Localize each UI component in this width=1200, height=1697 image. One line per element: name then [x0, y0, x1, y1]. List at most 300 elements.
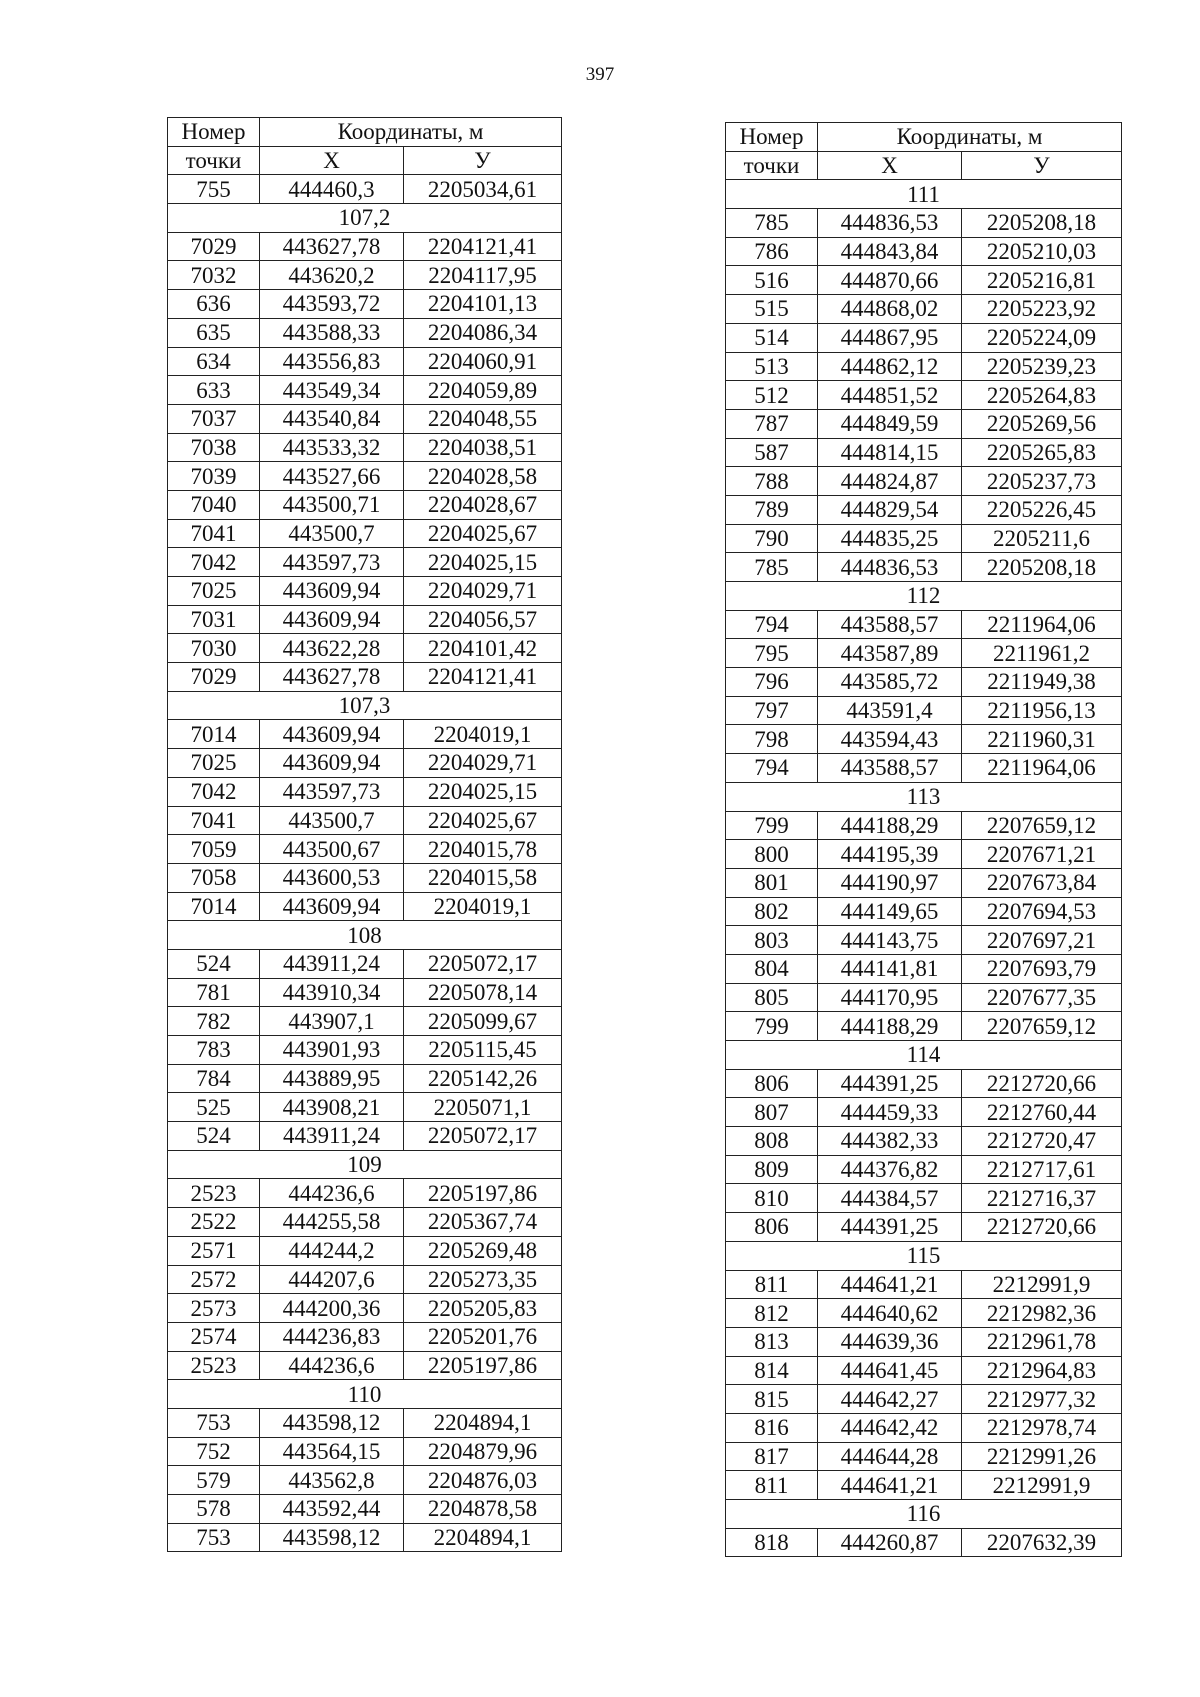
table-row — [168, 634, 562, 663]
x-coordinate-cell: 443585,72 — [818, 668, 962, 697]
y-coordinate-cell: 2212991,26 — [962, 1442, 1122, 1471]
section-title: 111 — [726, 180, 1122, 209]
x-coordinate-cell: 443622,28 — [260, 634, 404, 663]
table-row — [168, 1437, 562, 1466]
table-row — [168, 1523, 562, 1552]
y-coordinate-cell: 2205226,45 — [962, 495, 1122, 524]
table-row — [726, 1213, 1122, 1242]
table-row — [726, 897, 1122, 926]
table-row — [726, 1471, 1122, 1500]
table-row — [168, 605, 562, 634]
x-coordinate-cell: 444236,6 — [260, 1351, 404, 1380]
point-number-cell: 2571 — [168, 1236, 260, 1265]
y-coordinate-cell: 2207659,12 — [962, 811, 1122, 840]
x-coordinate-cell: 443907,1 — [260, 1007, 404, 1036]
table-row — [168, 232, 562, 261]
y-coordinate-cell: 2212991,9 — [962, 1270, 1122, 1299]
point-number-cell: 2574 — [168, 1322, 260, 1351]
header-y: У — [962, 151, 1122, 180]
point-number-cell: 7031 — [168, 605, 260, 634]
x-coordinate-cell: 443540,84 — [260, 404, 404, 433]
table-row — [168, 1351, 562, 1380]
table-row — [726, 954, 1122, 983]
point-number-cell: 799 — [726, 811, 818, 840]
table-row — [168, 548, 562, 577]
x-coordinate-cell: 444641,21 — [818, 1471, 962, 1500]
point-number-cell: 633 — [168, 376, 260, 405]
x-coordinate-cell: 444200,36 — [260, 1294, 404, 1323]
point-number-cell: 7029 — [168, 232, 260, 261]
x-coordinate-cell: 443609,94 — [260, 892, 404, 921]
point-number-cell: 805 — [726, 983, 818, 1012]
section-header-row — [168, 921, 562, 950]
x-coordinate-cell: 444460,3 — [260, 175, 404, 204]
y-coordinate-cell: 2205115,45 — [404, 1036, 562, 1065]
x-coordinate-cell: 444188,29 — [818, 1012, 962, 1041]
y-coordinate-cell: 2204038,51 — [404, 433, 562, 462]
y-coordinate-cell: 2205367,74 — [404, 1208, 562, 1237]
point-number-cell: 787 — [726, 409, 818, 438]
y-coordinate-cell: 2212720,47 — [962, 1127, 1122, 1156]
header-point-number: Номер — [168, 118, 260, 147]
table-row — [726, 754, 1122, 783]
y-coordinate-cell: 2204048,55 — [404, 404, 562, 433]
table-row — [168, 806, 562, 835]
y-coordinate-cell: 2207673,84 — [962, 868, 1122, 897]
point-number-cell: 809 — [726, 1155, 818, 1184]
table-row — [168, 663, 562, 692]
y-coordinate-cell: 2204121,41 — [404, 663, 562, 692]
y-coordinate-cell: 2205205,83 — [404, 1294, 562, 1323]
y-coordinate-cell: 2205197,86 — [404, 1179, 562, 1208]
table-row — [726, 1069, 1122, 1098]
x-coordinate-cell: 443588,33 — [260, 318, 404, 347]
y-coordinate-cell: 2205208,18 — [962, 553, 1122, 582]
point-number-cell: 636 — [168, 290, 260, 319]
section-title: 109 — [168, 1150, 562, 1179]
y-coordinate-cell: 2205197,86 — [404, 1351, 562, 1380]
y-coordinate-cell: 2204086,34 — [404, 318, 562, 347]
table-row — [726, 696, 1122, 725]
table-row — [168, 490, 562, 519]
header-point: точки — [168, 146, 260, 175]
x-coordinate-cell: 444640,62 — [818, 1299, 962, 1328]
y-coordinate-cell: 2204117,95 — [404, 261, 562, 290]
x-coordinate-cell: 444642,42 — [818, 1413, 962, 1442]
point-number-cell: 7040 — [168, 490, 260, 519]
table-row — [168, 1408, 562, 1437]
table-row — [168, 404, 562, 433]
point-number-cell: 785 — [726, 209, 818, 238]
x-coordinate-cell: 444236,6 — [260, 1179, 404, 1208]
point-number-cell: 797 — [726, 696, 818, 725]
point-number-cell: 525 — [168, 1093, 260, 1122]
y-coordinate-cell: 2204019,1 — [404, 892, 562, 921]
y-coordinate-cell: 2205208,18 — [962, 209, 1122, 238]
point-number-cell: 813 — [726, 1327, 818, 1356]
x-coordinate-cell: 443911,24 — [260, 949, 404, 978]
section-header-row — [726, 1241, 1122, 1270]
point-number-cell: 7041 — [168, 806, 260, 835]
page-number: 397 — [585, 64, 615, 85]
table-row — [726, 1327, 1122, 1356]
table-row — [168, 462, 562, 491]
table-row — [726, 668, 1122, 697]
x-coordinate-cell: 443500,71 — [260, 490, 404, 519]
x-coordinate-cell: 443597,73 — [260, 777, 404, 806]
point-number-cell: 814 — [726, 1356, 818, 1385]
header-coordinates: Координаты, м — [260, 118, 562, 147]
section-title: 108 — [168, 921, 562, 950]
point-number-cell: 7030 — [168, 634, 260, 663]
coordinates-table-right — [725, 122, 1122, 1557]
x-coordinate-cell: 444829,54 — [818, 495, 962, 524]
x-coordinate-cell: 443592,44 — [260, 1495, 404, 1524]
y-coordinate-cell: 2204059,89 — [404, 376, 562, 405]
x-coordinate-cell: 443910,34 — [260, 978, 404, 1007]
y-coordinate-cell: 2204028,58 — [404, 462, 562, 491]
y-coordinate-cell: 2204025,15 — [404, 777, 562, 806]
table-row — [726, 1442, 1122, 1471]
y-coordinate-cell: 2205142,26 — [404, 1064, 562, 1093]
table-row — [168, 835, 562, 864]
x-coordinate-cell: 443564,15 — [260, 1437, 404, 1466]
point-number-cell: 7041 — [168, 519, 260, 548]
table-row — [726, 295, 1122, 324]
point-number-cell: 817 — [726, 1442, 818, 1471]
x-coordinate-cell: 444870,66 — [818, 266, 962, 295]
x-coordinate-cell: 443588,57 — [818, 610, 962, 639]
table-row — [726, 495, 1122, 524]
x-coordinate-cell: 444835,25 — [818, 524, 962, 553]
table-row — [726, 553, 1122, 582]
section-title: 115 — [726, 1241, 1122, 1270]
table-row — [726, 983, 1122, 1012]
table-row — [168, 290, 562, 319]
point-number-cell: 818 — [726, 1528, 818, 1557]
x-coordinate-cell: 444141,81 — [818, 954, 962, 983]
table-row — [726, 840, 1122, 869]
y-coordinate-cell: 2204025,67 — [404, 519, 562, 548]
y-coordinate-cell: 2212977,32 — [962, 1385, 1122, 1414]
table-row — [726, 1127, 1122, 1156]
table-row — [726, 1356, 1122, 1385]
point-number-cell: 790 — [726, 524, 818, 553]
point-number-cell: 7014 — [168, 720, 260, 749]
table-row — [726, 1385, 1122, 1414]
x-coordinate-cell: 443587,89 — [818, 639, 962, 668]
y-coordinate-cell: 2212717,61 — [962, 1155, 1122, 1184]
table-row — [168, 749, 562, 778]
point-number-cell: 7039 — [168, 462, 260, 491]
y-coordinate-cell: 2205216,81 — [962, 266, 1122, 295]
y-coordinate-cell: 2204015,58 — [404, 863, 562, 892]
point-number-cell: 2522 — [168, 1208, 260, 1237]
table-row — [168, 347, 562, 376]
table-row — [726, 381, 1122, 410]
point-number-cell: 514 — [726, 323, 818, 352]
section-header-row — [726, 782, 1122, 811]
section-header-row — [168, 204, 562, 233]
section-title: 116 — [726, 1500, 1122, 1529]
point-number-cell: 811 — [726, 1471, 818, 1500]
point-number-cell: 788 — [726, 467, 818, 496]
x-coordinate-cell: 443562,8 — [260, 1466, 404, 1495]
point-number-cell: 781 — [168, 978, 260, 1007]
table-row — [726, 266, 1122, 295]
point-number-cell: 811 — [726, 1270, 818, 1299]
point-number-cell: 579 — [168, 1466, 260, 1495]
table-row — [726, 1528, 1122, 1557]
y-coordinate-cell: 2211961,2 — [962, 639, 1122, 668]
section-title: 107,2 — [168, 204, 562, 233]
x-coordinate-cell: 444255,58 — [260, 1208, 404, 1237]
x-coordinate-cell: 444644,28 — [818, 1442, 962, 1471]
x-coordinate-cell: 444382,33 — [818, 1127, 962, 1156]
y-coordinate-cell: 2205273,35 — [404, 1265, 562, 1294]
point-number-cell: 807 — [726, 1098, 818, 1127]
x-coordinate-cell: 444188,29 — [818, 811, 962, 840]
table-row — [726, 524, 1122, 553]
x-coordinate-cell: 443588,57 — [818, 754, 962, 783]
y-coordinate-cell: 2204894,1 — [404, 1523, 562, 1552]
x-coordinate-cell: 443598,12 — [260, 1523, 404, 1552]
y-coordinate-cell: 2205099,67 — [404, 1007, 562, 1036]
point-number-cell: 799 — [726, 1012, 818, 1041]
point-number-cell: 755 — [168, 175, 260, 204]
x-coordinate-cell: 444244,2 — [260, 1236, 404, 1265]
point-number-cell: 7025 — [168, 749, 260, 778]
header-x: Х — [818, 151, 962, 180]
x-coordinate-cell: 443609,94 — [260, 749, 404, 778]
y-coordinate-cell: 2205071,1 — [404, 1093, 562, 1122]
table-row — [726, 1184, 1122, 1213]
table-row — [726, 1012, 1122, 1041]
table-row — [726, 1299, 1122, 1328]
y-coordinate-cell: 2212961,78 — [962, 1327, 1122, 1356]
y-coordinate-cell: 2204056,57 — [404, 605, 562, 634]
table-row — [168, 175, 562, 204]
point-number-cell: 7042 — [168, 777, 260, 806]
table-row — [168, 1064, 562, 1093]
point-number-cell: 635 — [168, 318, 260, 347]
x-coordinate-cell: 443533,32 — [260, 433, 404, 462]
point-number-cell: 7014 — [168, 892, 260, 921]
y-coordinate-cell: 2205078,14 — [404, 978, 562, 1007]
table-row — [168, 376, 562, 405]
x-coordinate-cell: 444207,6 — [260, 1265, 404, 1294]
point-number-cell: 815 — [726, 1385, 818, 1414]
y-coordinate-cell: 2205034,61 — [404, 175, 562, 204]
x-coordinate-cell: 444459,33 — [818, 1098, 962, 1127]
table-row — [168, 949, 562, 978]
x-coordinate-cell: 444170,95 — [818, 983, 962, 1012]
point-number-cell: 795 — [726, 639, 818, 668]
y-coordinate-cell: 2204101,42 — [404, 634, 562, 663]
x-coordinate-cell: 443593,72 — [260, 290, 404, 319]
y-coordinate-cell: 2204025,67 — [404, 806, 562, 835]
section-title: 112 — [726, 582, 1122, 611]
y-coordinate-cell: 2205211,6 — [962, 524, 1122, 553]
y-coordinate-cell: 2205265,83 — [962, 438, 1122, 467]
table-row — [168, 1122, 562, 1151]
table-row — [726, 639, 1122, 668]
table-row — [168, 519, 562, 548]
point-number-cell: 752 — [168, 1437, 260, 1466]
x-coordinate-cell: 444824,87 — [818, 467, 962, 496]
section-title: 113 — [726, 782, 1122, 811]
header-x: Х — [260, 146, 404, 175]
point-number-cell: 513 — [726, 352, 818, 381]
point-number-cell: 7059 — [168, 835, 260, 864]
point-number-cell: 784 — [168, 1064, 260, 1093]
table-row — [726, 209, 1122, 238]
x-coordinate-cell: 444391,25 — [818, 1213, 962, 1242]
table-row — [726, 467, 1122, 496]
y-coordinate-cell: 2204878,58 — [404, 1495, 562, 1524]
section-title: 114 — [726, 1041, 1122, 1070]
header-y: У — [404, 146, 562, 175]
x-coordinate-cell: 443620,2 — [260, 261, 404, 290]
y-coordinate-cell: 2211949,38 — [962, 668, 1122, 697]
table-row — [168, 433, 562, 462]
table-row — [168, 1495, 562, 1524]
coordinates-table-left — [167, 117, 562, 1552]
y-coordinate-cell: 2212978,74 — [962, 1413, 1122, 1442]
table-body — [168, 175, 562, 1552]
y-coordinate-cell: 2212760,44 — [962, 1098, 1122, 1127]
x-coordinate-cell: 443527,66 — [260, 462, 404, 491]
table-row — [726, 352, 1122, 381]
table-row — [168, 261, 562, 290]
point-number-cell: 7032 — [168, 261, 260, 290]
point-number-cell: 2572 — [168, 1265, 260, 1294]
point-number-cell: 578 — [168, 1495, 260, 1524]
table-row — [168, 1236, 562, 1265]
y-coordinate-cell: 2204121,41 — [404, 232, 562, 261]
x-coordinate-cell: 444851,52 — [818, 381, 962, 410]
x-coordinate-cell: 443908,21 — [260, 1093, 404, 1122]
point-number-cell: 802 — [726, 897, 818, 926]
point-number-cell: 753 — [168, 1523, 260, 1552]
y-coordinate-cell: 2207694,53 — [962, 897, 1122, 926]
table-row — [168, 318, 562, 347]
table-row — [168, 1093, 562, 1122]
x-coordinate-cell: 444642,27 — [818, 1385, 962, 1414]
table-row — [168, 1294, 562, 1323]
point-number-cell: 806 — [726, 1069, 818, 1098]
section-header-row — [168, 691, 562, 720]
table-row — [726, 323, 1122, 352]
x-coordinate-cell: 444639,36 — [818, 1327, 962, 1356]
table-row — [168, 1322, 562, 1351]
point-number-cell: 587 — [726, 438, 818, 467]
x-coordinate-cell: 444836,53 — [818, 209, 962, 238]
point-number-cell: 7038 — [168, 433, 260, 462]
section-header-row — [726, 1500, 1122, 1529]
y-coordinate-cell: 2212720,66 — [962, 1069, 1122, 1098]
y-coordinate-cell: 2207693,79 — [962, 954, 1122, 983]
y-coordinate-cell: 2211960,31 — [962, 725, 1122, 754]
y-coordinate-cell: 2204029,71 — [404, 749, 562, 778]
y-coordinate-cell: 2204029,71 — [404, 577, 562, 606]
y-coordinate-cell: 2204101,13 — [404, 290, 562, 319]
x-coordinate-cell: 443609,94 — [260, 577, 404, 606]
table-row — [726, 811, 1122, 840]
point-number-cell: 2523 — [168, 1351, 260, 1380]
x-coordinate-cell: 444641,21 — [818, 1270, 962, 1299]
x-coordinate-cell: 443889,95 — [260, 1064, 404, 1093]
table-row — [168, 1036, 562, 1065]
point-number-cell: 753 — [168, 1408, 260, 1437]
x-coordinate-cell: 444862,12 — [818, 352, 962, 381]
y-coordinate-cell: 2207677,35 — [962, 983, 1122, 1012]
x-coordinate-cell: 443911,24 — [260, 1122, 404, 1151]
point-number-cell: 512 — [726, 381, 818, 410]
table-row — [726, 1270, 1122, 1299]
table-row — [168, 863, 562, 892]
y-coordinate-cell: 2205072,17 — [404, 949, 562, 978]
y-coordinate-cell: 2212991,9 — [962, 1471, 1122, 1500]
x-coordinate-cell: 444868,02 — [818, 295, 962, 324]
x-coordinate-cell: 443627,78 — [260, 232, 404, 261]
section-header-row — [168, 1150, 562, 1179]
section-header-row — [726, 180, 1122, 209]
y-coordinate-cell: 2207671,21 — [962, 840, 1122, 869]
x-coordinate-cell: 444236,83 — [260, 1322, 404, 1351]
x-coordinate-cell: 443500,7 — [260, 806, 404, 835]
y-coordinate-cell: 2204876,03 — [404, 1466, 562, 1495]
y-coordinate-cell: 2212720,66 — [962, 1213, 1122, 1242]
y-coordinate-cell: 2212964,83 — [962, 1356, 1122, 1385]
y-coordinate-cell: 2204060,91 — [404, 347, 562, 376]
x-coordinate-cell: 444641,45 — [818, 1356, 962, 1385]
table-row — [168, 1007, 562, 1036]
x-coordinate-cell: 444843,84 — [818, 237, 962, 266]
y-coordinate-cell: 2204015,78 — [404, 835, 562, 864]
y-coordinate-cell: 2207697,21 — [962, 926, 1122, 955]
x-coordinate-cell: 443901,93 — [260, 1036, 404, 1065]
x-coordinate-cell: 443549,34 — [260, 376, 404, 405]
y-coordinate-cell: 2212982,36 — [962, 1299, 1122, 1328]
section-title: 110 — [168, 1380, 562, 1409]
point-number-cell: 808 — [726, 1127, 818, 1156]
table-row — [168, 892, 562, 921]
point-number-cell: 786 — [726, 237, 818, 266]
section-header-row — [726, 1041, 1122, 1070]
x-coordinate-cell: 443591,4 — [818, 696, 962, 725]
table-row — [726, 438, 1122, 467]
point-number-cell: 804 — [726, 954, 818, 983]
point-number-cell: 800 — [726, 840, 818, 869]
x-coordinate-cell: 444384,57 — [818, 1184, 962, 1213]
x-coordinate-cell: 444867,95 — [818, 323, 962, 352]
point-number-cell: 816 — [726, 1413, 818, 1442]
x-coordinate-cell: 444143,75 — [818, 926, 962, 955]
table-row — [168, 777, 562, 806]
x-coordinate-cell: 444849,59 — [818, 409, 962, 438]
point-number-cell: 2573 — [168, 1294, 260, 1323]
x-coordinate-cell: 444376,82 — [818, 1155, 962, 1184]
x-coordinate-cell: 444195,39 — [818, 840, 962, 869]
point-number-cell: 789 — [726, 495, 818, 524]
point-number-cell: 806 — [726, 1213, 818, 1242]
point-number-cell: 794 — [726, 754, 818, 783]
x-coordinate-cell: 443556,83 — [260, 347, 404, 376]
y-coordinate-cell: 2205264,83 — [962, 381, 1122, 410]
point-number-cell: 796 — [726, 668, 818, 697]
x-coordinate-cell: 443627,78 — [260, 663, 404, 692]
